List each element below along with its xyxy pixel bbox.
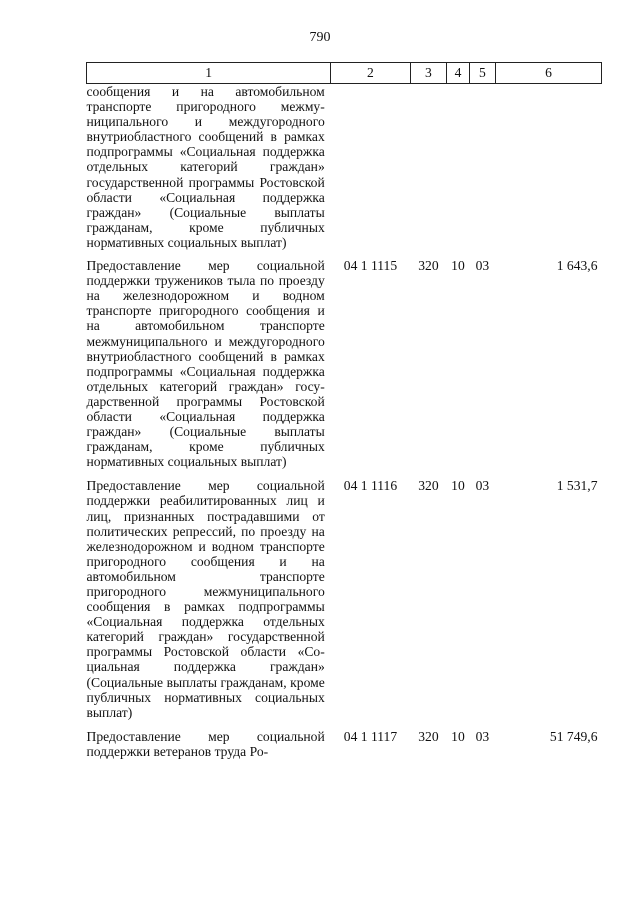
row-sum [496,84,602,255]
row-expense-type: 320 [418,478,439,494]
row-sum: 1 531,7 [556,478,598,494]
row-expense-type: 320 [418,258,439,274]
row-section: 10 [451,258,465,274]
row-sum: 1 643,6 [556,258,598,274]
table-row [87,725,602,764]
row-description: Предоставление мер социальной поддержки ветеранов труда Ро- [86,728,325,759]
row-description: сообщения и на автомобильном транспорте пригородного межмуниципального и междугородного внутриобластного сообщений в рамках подпрограммы «Социальная поддержка отдельных категорий граждан» государственной программы Ростовской области «Социальная поддержка граждан» (Социальные выплаты гражданам, кроме публичных нормативных социальных выплат) [86,84,325,250]
row-subsection: 03 [475,728,490,744]
row-subsection [469,84,495,255]
row-target-code: 04 1 1115 [343,258,398,274]
header-col-5: 5 [469,63,495,84]
header-col-1: 1 [87,63,331,84]
row-target-code: 04 1 1117 [343,728,398,744]
header-row [87,63,602,84]
row-section [447,84,469,255]
page-number: 790 [309,30,331,45]
table-header [87,63,602,84]
row-expense-type [410,84,447,255]
header-col-4: 4 [447,63,469,84]
row-description: Предоставление мер социальной поддержки реабилитированных лиц и лиц, признанных пострадавшими от политических репрессий, по проезду на железнодорожном и водном транспорте пригородного сообщения и на автомобильном транспорте пригородного межмуниципального сообщения в рамках подпрограммы «Социальная поддержка отдельных категорий граждан» государственной программы Ростовской области «Социальная поддержка граждан» (Социальные выплаты гражданам, кроме публичных нормативных социальных выплат) [86,478,325,720]
table-body [87,84,602,765]
row-section: 10 [451,728,465,744]
row-section: 10 [451,478,465,494]
row-subsection: 03 [475,478,490,494]
row-target-code: 04 1 1116 [343,478,398,494]
header-col-2: 2 [331,63,410,84]
header-col-6: 6 [496,63,602,84]
row-sum: 51 749,6 [549,728,598,744]
table-row [87,84,602,255]
budget-table [86,62,602,764]
row-expense-type: 320 [418,728,439,744]
row-subsection: 03 [475,258,490,274]
row-target-code [331,84,410,255]
header-col-3: 3 [410,63,447,84]
row-description: Предоставление мер социальной поддержки тружеников тыла по проезду на железнодорожном и водном транспорте пригородного сообщения и на автомобильном транспорте межмуниципального и междугородного внутриобластного сообщений в рамках подпрограммы «Социальная поддержка отдельных категорий граждан» государственной программы Ростовской области «Социальная поддержка граждан» (Социальные выплаты гражданам, кроме публичных нормативных социальных выплат) [86,258,325,470]
table-row [87,254,602,474]
table-row [87,474,602,725]
